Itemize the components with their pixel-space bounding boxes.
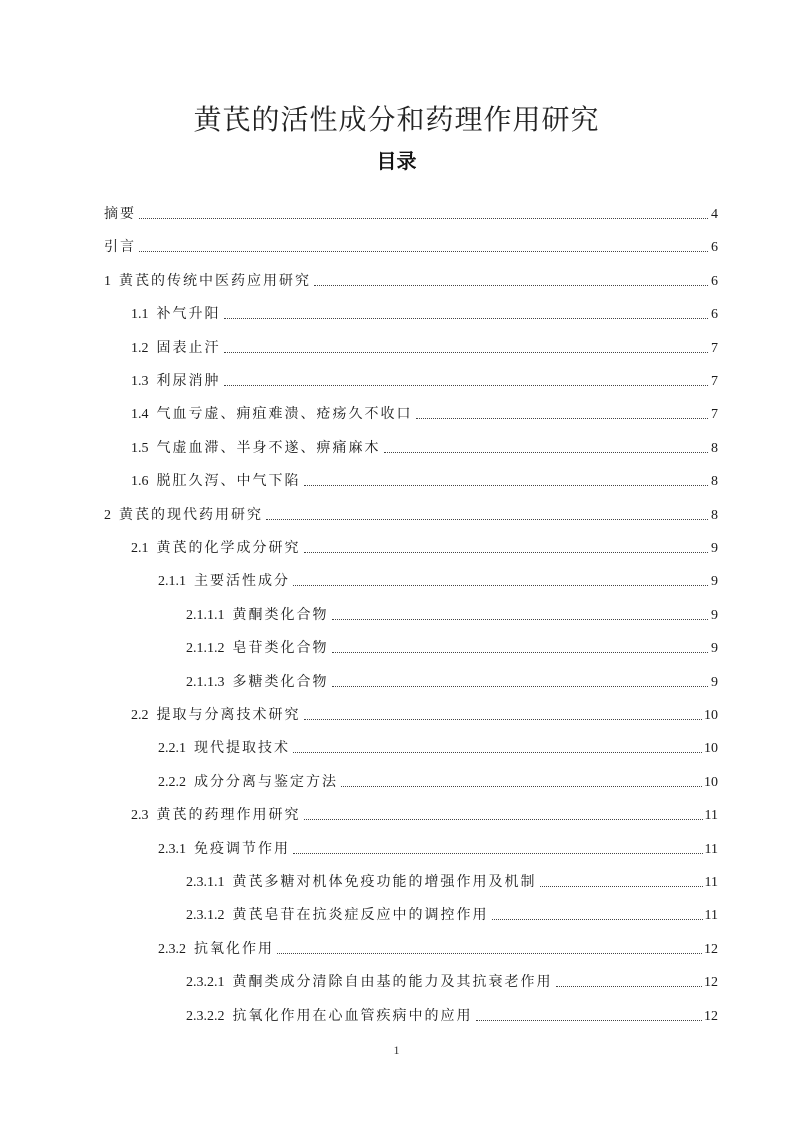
toc-entry-page: 7 — [711, 374, 718, 389]
toc-entry-page: 11 — [704, 875, 718, 890]
toc-entry-number: 2.3.2.1 — [186, 975, 225, 991]
toc-entry-title: 提取与分离技术研究 — [156, 708, 301, 723]
toc-entry-title: 多糖类化合物 — [232, 674, 329, 690]
toc-entry-number: 1.6 — [131, 474, 149, 490]
toc-entry-page: 6 — [711, 273, 718, 289]
dot-leader — [304, 818, 703, 820]
toc-entry-title: 利尿消肿 — [156, 374, 221, 389]
toc-entry-page: 4 — [711, 207, 718, 222]
toc-entry-page: 8 — [711, 440, 718, 456]
toc-entry-number: 2.1.1.2 — [186, 641, 225, 657]
document-title: 黄芪的活性成分和药理作用研究 — [193, 103, 600, 136]
toc-entry-number: 2.2.1 — [158, 741, 186, 757]
toc-entry[interactable] — [104, 904, 718, 924]
toc-entry-title: 黄芪的化学成分研究 — [156, 541, 301, 556]
toc-entry[interactable] — [104, 470, 718, 490]
dot-leader — [304, 484, 709, 486]
dot-leader — [492, 918, 703, 920]
toc-entry[interactable] — [104, 737, 718, 757]
toc-entry-title: 抗氧化作用在心血管疾病中的应用 — [232, 1008, 473, 1024]
toc-entry-page: 10 — [704, 741, 718, 757]
toc-entry-title: 黄芪的药理作用研究 — [156, 808, 301, 824]
dot-leader — [224, 384, 709, 386]
toc-entry-title: 免疫调节作用 — [194, 841, 290, 857]
toc-entry[interactable] — [104, 303, 718, 323]
toc-entry-title: 气血亏虚、痈疽难溃、疮疡久不收口 — [156, 407, 413, 423]
toc-entry-page: 6 — [711, 240, 718, 256]
toc-entry[interactable] — [104, 1005, 718, 1025]
toc-entry[interactable] — [104, 270, 718, 290]
dot-leader — [540, 885, 703, 887]
toc-entry[interactable] — [104, 804, 718, 824]
toc-entry[interactable] — [104, 203, 718, 223]
toc-entry-page: 9 — [711, 541, 718, 556]
toc-entry-number: 2.2.2 — [158, 774, 186, 790]
toc-entry-number: 2 — [104, 507, 111, 523]
dot-leader — [293, 584, 708, 586]
toc-entry-page: 11 — [704, 808, 718, 824]
toc-entry-number: 2.3.1 — [158, 841, 186, 857]
toc-entry-title: 气虚血滞、半身不遂、痹痛麻木 — [156, 440, 381, 456]
dot-leader — [293, 751, 702, 753]
toc-entry-page: 9 — [711, 574, 718, 590]
toc-entry-number: 2.3 — [131, 808, 149, 824]
toc-entry-number: 1.4 — [131, 407, 149, 423]
dot-leader — [293, 852, 703, 854]
toc-entry-number: 2.1.1.1 — [186, 607, 225, 623]
toc-entry[interactable] — [104, 771, 718, 791]
toc-entry-page: 8 — [711, 474, 718, 490]
toc-entry-number: 2.1.1 — [158, 574, 186, 590]
toc-entry-number: 2.1.1.3 — [186, 674, 225, 690]
dot-leader — [304, 718, 703, 720]
toc-entry-number: 2.3.1.2 — [186, 908, 225, 924]
toc-entry-title: 现代提取技术 — [194, 741, 290, 757]
toc-entry-page: 6 — [711, 307, 718, 323]
toc-entry-title: 摘要 — [104, 207, 136, 222]
toc-entry[interactable] — [104, 871, 718, 891]
toc-entry[interactable] — [104, 938, 718, 958]
dot-leader — [476, 1019, 703, 1021]
toc-entry-number: 1.2 — [131, 340, 149, 356]
toc-entry[interactable] — [104, 570, 718, 590]
toc-entry-page: 12 — [704, 975, 718, 991]
dot-leader — [384, 451, 709, 453]
dot-leader — [314, 284, 708, 286]
toc-entry-number: 2.3.2.2 — [186, 1008, 225, 1024]
toc-entry-number: 2.2 — [131, 708, 149, 723]
toc-entry-title: 固表止汗 — [156, 340, 221, 356]
page-number: 1 — [393, 1043, 400, 1057]
toc-entry-page: 8 — [711, 507, 718, 523]
toc-entry-title: 黄酮类成分清除自由基的能力及其抗衰老作用 — [232, 975, 553, 991]
dot-leader — [139, 217, 708, 219]
toc-entry-page: 10 — [704, 708, 718, 723]
dot-leader — [224, 317, 709, 319]
toc-entry[interactable] — [104, 637, 718, 657]
toc-entry-page: 11 — [704, 908, 718, 924]
dot-leader — [224, 351, 709, 353]
toc-entry[interactable] — [104, 704, 718, 724]
toc-entry-number: 1.3 — [131, 374, 149, 389]
toc-entry[interactable] — [104, 838, 718, 858]
toc-entry[interactable] — [104, 504, 718, 524]
dot-leader — [332, 618, 709, 620]
toc-entry-number: 2.1 — [131, 541, 149, 556]
dot-leader — [416, 417, 709, 419]
toc-entry-number: 2.3.2 — [158, 941, 186, 957]
toc-entry-title: 引言 — [104, 240, 136, 256]
dot-leader — [556, 985, 703, 987]
toc-entry-number: 2.3.1.1 — [186, 875, 225, 890]
toc-entry[interactable] — [104, 671, 718, 691]
toc-entry-title: 黄芪多糖对机体免疫功能的增强作用及机制 — [232, 875, 537, 890]
toc-entry-title: 抗氧化作用 — [194, 941, 274, 957]
toc-entry-title: 皂苷类化合物 — [232, 641, 329, 657]
toc-heading: 目录 — [376, 149, 417, 173]
toc-entry-number: 1.5 — [131, 440, 149, 456]
toc-entry-title: 黄酮类化合物 — [232, 607, 329, 623]
toc-entry-title: 脱肛久泻、中气下陷 — [156, 474, 301, 490]
toc-entry-title: 黄芪皂苷在抗炎症反应中的调控作用 — [232, 908, 489, 924]
dot-leader — [304, 551, 709, 553]
toc-entry-page: 10 — [704, 774, 718, 790]
dot-leader — [332, 685, 709, 687]
toc-entry-page: 7 — [711, 340, 718, 356]
toc-entry-page: 9 — [711, 674, 718, 690]
toc-entry-page: 7 — [711, 407, 718, 423]
toc-entry[interactable] — [104, 971, 718, 991]
toc-entry[interactable] — [104, 236, 718, 256]
toc-entry-page: 9 — [711, 641, 718, 657]
dot-leader — [266, 518, 708, 520]
toc-entry-title: 补气升阳 — [156, 307, 221, 323]
toc-entry[interactable] — [104, 337, 718, 357]
toc-entry-title: 黄芪的现代药用研究 — [119, 507, 263, 523]
toc-entry[interactable] — [104, 403, 718, 423]
toc-entry-number: 1 — [104, 273, 111, 289]
toc-entry[interactable] — [104, 437, 718, 457]
toc-entry-number: 1.1 — [131, 307, 149, 323]
toc-entry-title: 主要活性成分 — [194, 574, 290, 590]
dot-leader — [332, 651, 709, 653]
dot-leader — [341, 785, 702, 787]
toc-entry[interactable] — [104, 537, 718, 557]
toc-entry-title: 成分分离与鉴定方法 — [194, 774, 338, 790]
toc-entry-page: 12 — [704, 1008, 718, 1024]
toc-entry[interactable] — [104, 370, 718, 390]
toc-entry-page: 12 — [704, 941, 718, 957]
dot-leader — [139, 250, 708, 252]
toc-entry-title: 黄芪的传统中医药应用研究 — [119, 273, 311, 289]
toc-entry-page: 9 — [711, 607, 718, 623]
toc-entry[interactable] — [104, 604, 718, 624]
toc-entry-page: 11 — [704, 841, 718, 857]
dot-leader — [277, 952, 702, 954]
